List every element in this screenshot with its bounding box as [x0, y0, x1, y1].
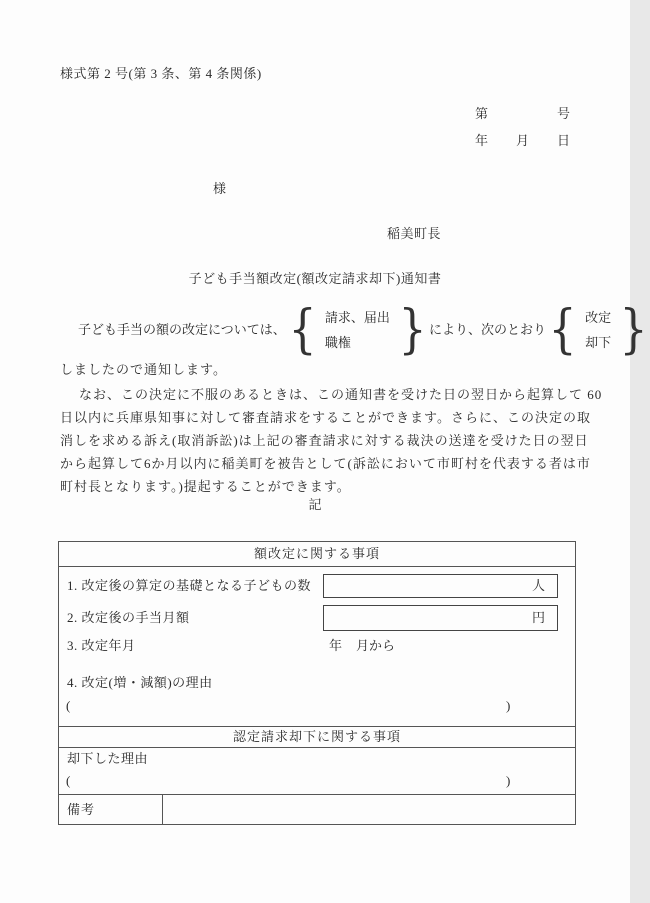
remarks-label: 備考	[59, 795, 163, 824]
rejection-reason-label: 却下した理由	[67, 751, 149, 766]
children-count-label: 1. 改定後の算定の基礎となる子どもの数	[67, 578, 312, 593]
section-header-claim-rejection: 認定請求却下に関する事項	[59, 726, 575, 748]
intro-suffix: しましたので通知します。	[60, 362, 227, 377]
section-header-amount-revision: 額改定に関する事項	[59, 542, 575, 567]
rejection-paren-open: (	[66, 773, 71, 788]
option-request-notification: 請求、届出	[324, 310, 390, 325]
addressee-sama: 様	[213, 181, 227, 196]
intro-prefix: 子ども手当の額の改定については、	[78, 322, 286, 337]
children-count-input-box[interactable]	[323, 574, 558, 598]
date-day-label: 日	[556, 133, 570, 148]
revision-year-label: 年	[329, 638, 343, 653]
doc-number-line	[475, 106, 570, 122]
date-year-label: 年	[475, 133, 489, 148]
rejection-section	[59, 748, 575, 794]
document-title: 子ども手当額改定(額改定請求却下)通知書	[188, 271, 442, 286]
details-table	[58, 541, 576, 825]
revision-month-from-label: 月から	[356, 638, 396, 653]
intro-sentence	[60, 300, 648, 360]
close-brace: }	[619, 300, 648, 360]
doc-number-prefix: 第	[475, 106, 489, 121]
ki-marker: 記	[308, 497, 322, 512]
revision-reason-label: 4. 改定(増・減額)の理由	[67, 675, 213, 690]
notice-line: から起算して6か月以内に稲美町を被告として(訴訟において市町村を代表する者は市	[60, 456, 591, 471]
monthly-amount-label: 2. 改定後の手当月額	[67, 610, 190, 625]
close-brace: }	[398, 300, 427, 360]
unit-nin: 人	[531, 578, 545, 593]
intro-middle: により、次のとおり	[428, 322, 546, 337]
notice-line: 日以内に兵庫県知事に対して審査請求をすることができます。さらに、この決定の取	[60, 410, 591, 425]
reason-paren-close: )	[506, 698, 511, 713]
notice-line: なお、この決定に不服のあるときは、この通知書を受けた日の翌日から起算して 60	[79, 387, 603, 402]
reason-paren-open: (	[66, 698, 71, 713]
option-revise: 改定	[585, 310, 612, 325]
notice-line: 町村長となります。)提起することができます。	[60, 479, 351, 494]
option-reject: 却下	[585, 335, 612, 350]
amount-revision-section	[59, 567, 575, 726]
rejection-paren-close: )	[506, 773, 511, 788]
unit-yen: 円	[531, 610, 545, 625]
monthly-amount-input-box[interactable]	[323, 605, 558, 631]
appeal-notice-paragraph	[60, 383, 603, 498]
date-line	[475, 133, 570, 149]
remarks-row	[59, 794, 575, 824]
option-group-request-method	[286, 300, 429, 360]
revision-date-label: 3. 改定年月	[67, 638, 136, 653]
notice-line: 消しを求める訴え(取消訴訟)は上記の審査請求に対する裁決の送達を受けた日の翌日	[60, 433, 589, 448]
form-number: 様式第 2 号(第 3 条、第 4 条関係)	[60, 66, 262, 81]
remarks-value-cell	[163, 795, 575, 824]
doc-number-suffix: 号	[556, 106, 570, 121]
open-brace: {	[548, 300, 577, 360]
option-authority: 職権	[324, 335, 351, 350]
date-month-label: 月	[515, 133, 529, 148]
option-group-decision	[546, 300, 650, 360]
issuer-name: 稲美町長	[387, 226, 442, 241]
open-brace: {	[288, 300, 317, 360]
